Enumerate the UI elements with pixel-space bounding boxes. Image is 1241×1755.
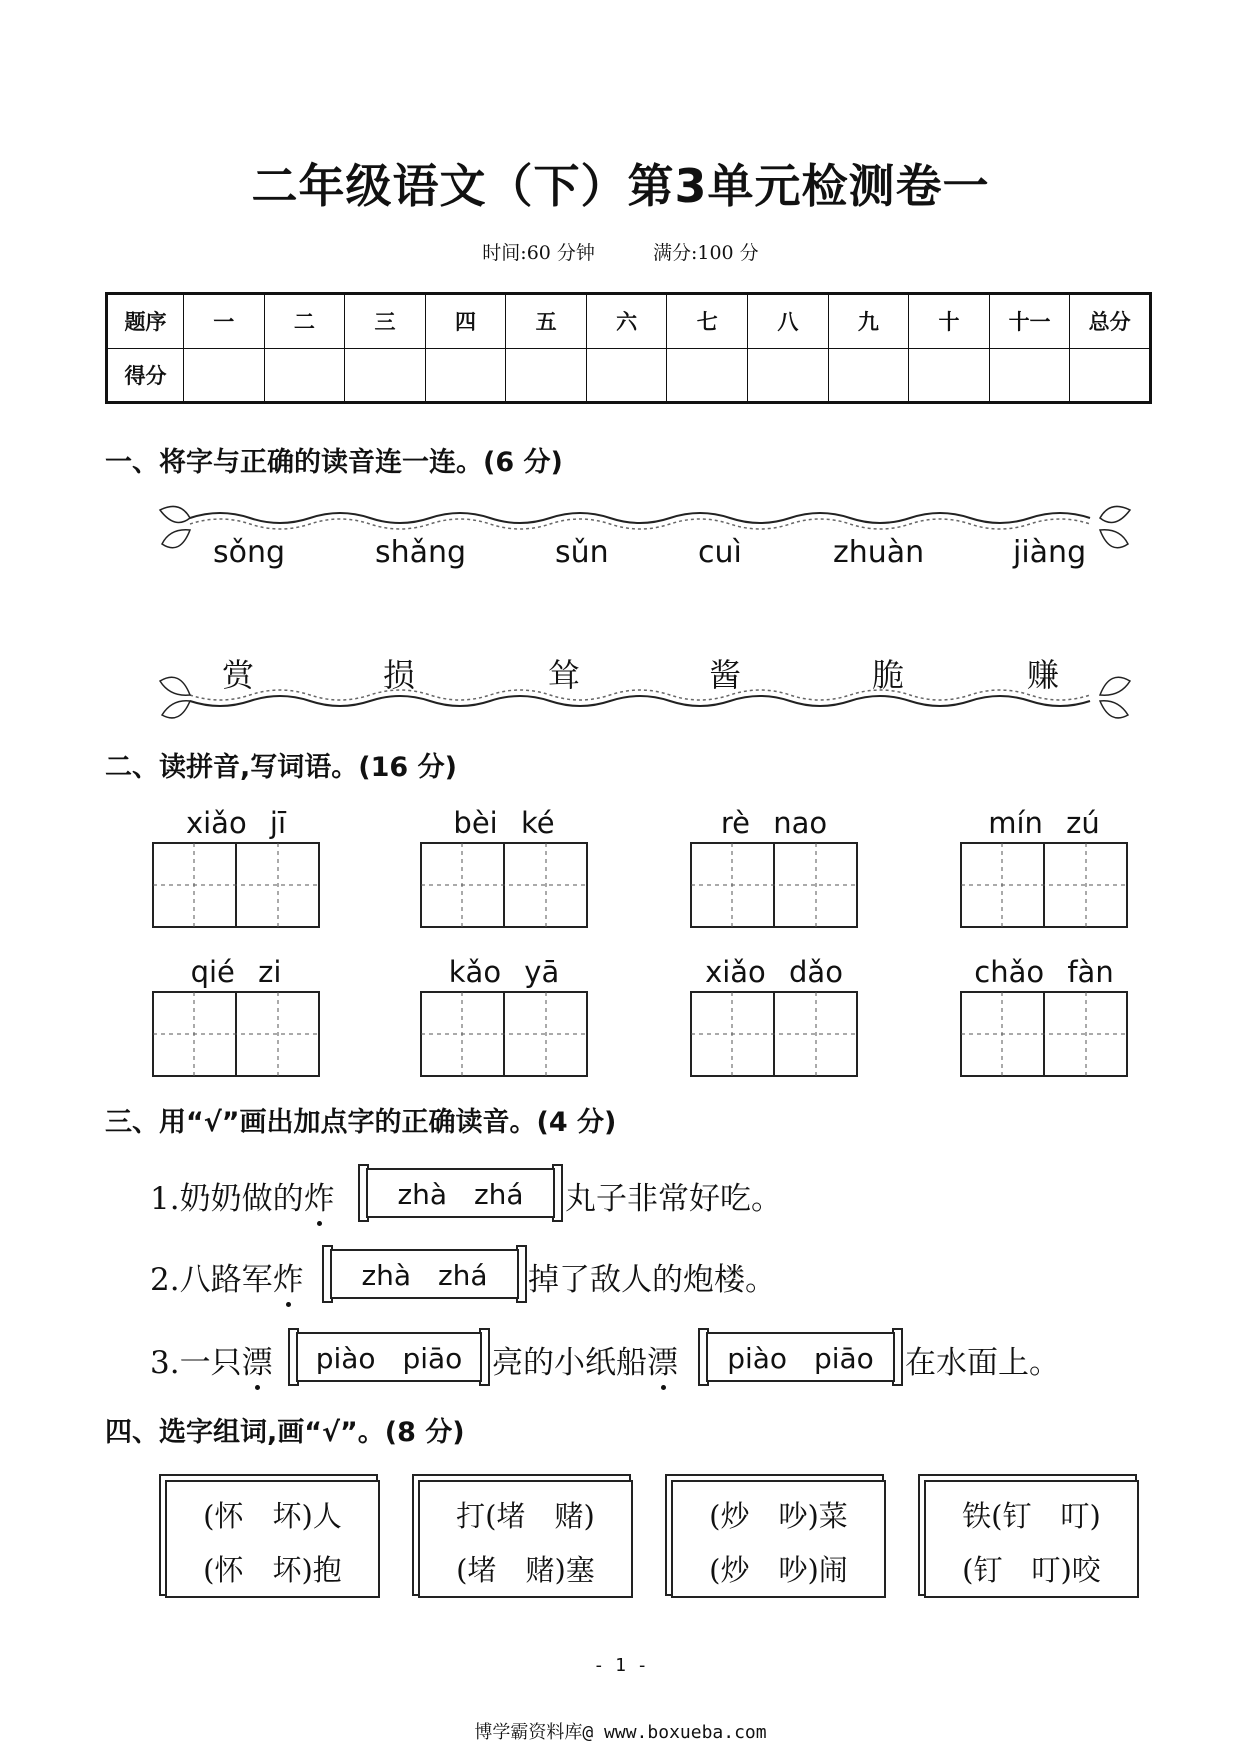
score-cell[interactable]	[1070, 348, 1151, 403]
row-label-question: 题序	[107, 294, 184, 349]
dotted-char: 漂	[647, 1337, 678, 1382]
pinyin-options[interactable]: zhà zhá	[366, 1168, 555, 1218]
char-1: 赏	[222, 656, 255, 694]
word-pinyin: mín zú	[988, 806, 1100, 840]
col-9: 九	[828, 294, 909, 349]
sentence-3-post: 在水面上。	[905, 1345, 1060, 1381]
pinyin-options[interactable]: zhà zhá	[330, 1249, 519, 1299]
card-line[interactable]: (怀 坏)人	[203, 1499, 342, 1533]
writing-grid[interactable]	[420, 991, 588, 1077]
option-scroll-1[interactable]	[358, 1164, 563, 1222]
pinyin-5: zhuàn	[833, 535, 925, 570]
card-line[interactable]: (怀 坏)抱	[203, 1553, 342, 1587]
card-line[interactable]: (炒 吵)菜	[709, 1499, 848, 1533]
char-6: 赚	[1027, 656, 1060, 694]
writing-grid[interactable]	[152, 991, 320, 1077]
section4-heading: 四、选字组词,画“√”。(8 分)	[105, 1417, 465, 1448]
dotted-char: 漂	[242, 1337, 273, 1382]
score-cell[interactable]	[506, 348, 587, 403]
col-11: 十一	[989, 294, 1070, 349]
option-scroll-2[interactable]	[322, 1245, 527, 1303]
col-10: 十	[909, 294, 990, 349]
section1-heading: 一、将字与正确的读音连一连。(6 分)	[105, 447, 563, 478]
sentence-2-post: 掉了敌人的炮楼。	[528, 1262, 776, 1298]
sentence-1-pre: 1.奶奶做的	[150, 1181, 304, 1217]
card-line[interactable]: (钉 叮)咬	[962, 1553, 1101, 1587]
score-cell[interactable]	[586, 348, 667, 403]
char-5: 脆	[872, 656, 905, 694]
pinyin-2: shǎng	[375, 535, 467, 570]
score-cell[interactable]	[909, 348, 990, 403]
decorative-vine-bottom	[150, 665, 1140, 725]
col-5: 五	[506, 294, 587, 349]
sentence-3-mid	[492, 1337, 678, 1382]
word-pinyin: bèi ké	[453, 806, 555, 840]
score-cell[interactable]	[345, 348, 426, 403]
card-line[interactable]: (炒 吵)闹	[709, 1553, 848, 1587]
sentence-1	[150, 1173, 335, 1218]
word-card-2	[418, 1480, 633, 1598]
word-pinyin: rè nao	[720, 806, 828, 840]
card-line[interactable]: 铁(钉 叮)	[962, 1499, 1101, 1533]
word-pinyin: xiǎo jī	[185, 806, 287, 840]
sentence-3	[150, 1337, 273, 1382]
pinyin-3: sǔn	[555, 535, 609, 570]
pinyin-4: cuì	[698, 535, 742, 570]
writing-grid[interactable]	[960, 842, 1128, 928]
score-cell[interactable]	[264, 348, 345, 403]
col-2: 二	[264, 294, 345, 349]
sentence-3-pre: 3.一只	[150, 1345, 242, 1381]
row-label-score: 得分	[107, 348, 184, 403]
score-cell[interactable]	[748, 348, 829, 403]
col-3: 三	[345, 294, 426, 349]
col-total: 总分	[1070, 294, 1151, 349]
col-1: 一	[184, 294, 265, 349]
option-scroll-3a[interactable]	[288, 1328, 490, 1386]
page-number: - 1 -	[593, 1655, 648, 1676]
sentence-1-post: 丸子非常好吃。	[565, 1181, 782, 1217]
word-pinyin: chǎo fàn	[974, 955, 1114, 989]
score-table-score-row	[107, 348, 1151, 403]
col-8: 八	[748, 294, 829, 349]
score-cell[interactable]	[667, 348, 748, 403]
pinyin-1: sǒng	[213, 535, 286, 570]
word-card-3	[671, 1480, 886, 1598]
sentence-2-pre: 2.八路军	[150, 1262, 273, 1298]
score-cell[interactable]	[828, 348, 909, 403]
col-4: 四	[425, 294, 506, 349]
writing-grid[interactable]	[960, 991, 1128, 1077]
exam-info	[0, 238, 1241, 265]
card-line[interactable]: 打(堵 赌)	[456, 1499, 595, 1533]
score-cell[interactable]	[184, 348, 265, 403]
sentence-3-middle: 亮的小纸船	[492, 1345, 647, 1381]
char-2: 损	[383, 656, 416, 694]
score-cell[interactable]	[989, 348, 1070, 403]
full-score: 满分:100 分	[652, 242, 759, 264]
writing-grid[interactable]	[690, 842, 858, 928]
writing-grid[interactable]	[152, 842, 320, 928]
word-pinyin: qié zi	[190, 955, 282, 989]
score-table-header-row	[107, 294, 1151, 349]
word-card-1	[165, 1480, 380, 1598]
writing-grid[interactable]	[690, 991, 858, 1077]
col-7: 七	[667, 294, 748, 349]
writing-grid[interactable]	[420, 842, 588, 928]
char-4: 酱	[709, 656, 742, 694]
score-cell[interactable]	[425, 348, 506, 403]
pinyin-6: jiàng	[1013, 535, 1087, 570]
decorative-vine-top	[150, 500, 1140, 560]
dotted-char: 炸	[273, 1254, 304, 1299]
pinyin-options[interactable]: piào piāo	[296, 1332, 482, 1382]
page-title: 二年级语文（下）第3单元检测卷一	[251, 159, 990, 213]
word-card-4	[924, 1480, 1139, 1598]
option-scroll-3b[interactable]	[698, 1328, 903, 1386]
section3-heading: 三、用“√”画出加点字的正确读音。(4 分)	[105, 1107, 617, 1138]
watermark-footer: 博学霸资料库@ www.boxueba.com	[474, 1722, 767, 1743]
col-6: 六	[586, 294, 667, 349]
char-3: 耸	[548, 656, 581, 694]
time-limit: 时间:60 分钟	[482, 242, 595, 264]
card-line[interactable]: (堵 赌)塞	[456, 1553, 595, 1587]
score-table	[105, 292, 1152, 404]
sentence-2	[150, 1254, 304, 1299]
word-pinyin: xiǎo dǎo	[705, 955, 843, 989]
section2-heading: 二、读拼音,写词语。(16 分)	[105, 752, 457, 783]
dotted-char: 炸	[304, 1173, 335, 1218]
word-pinyin: kǎo yā	[448, 955, 560, 989]
pinyin-options[interactable]: piào piāo	[706, 1332, 895, 1382]
